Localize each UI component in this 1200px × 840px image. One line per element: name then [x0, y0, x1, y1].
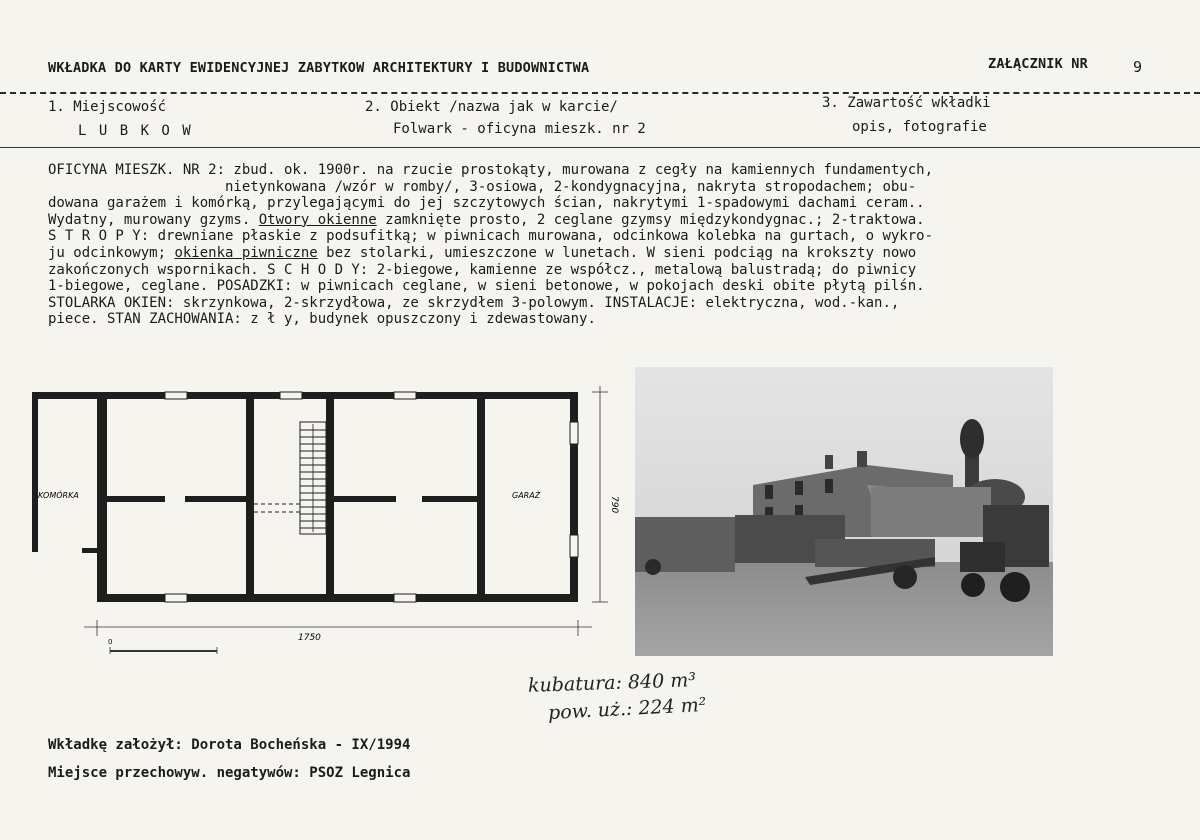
annex-number: 9 — [1133, 58, 1143, 76]
area-note: pow. uż.: 224 m² — [547, 693, 707, 725]
description-line: dowana garażem i komórką, przylegającymi do jej szczytowych ścian, nakrytymi 1-spadowymi dachami ceram.. — [48, 195, 925, 212]
fields-divider — [0, 147, 1200, 148]
underlined-phrase: Otwory okienne — [258, 211, 377, 228]
annex-label: ZAŁĄCZNIK NR — [988, 56, 1088, 72]
height-dimension: 790 — [609, 496, 619, 514]
card-title: WKŁADKA DO KARTY EWIDENCYJNEJ ZABYTKOW ARCHITEKTURY I BUDOWNICTWA — [48, 60, 590, 76]
object-value: Folwark - oficyna mieszk. nr 2 — [393, 121, 646, 137]
width-dimension: 1750 — [298, 633, 321, 643]
description-line: ju odcinkowym; okienka piwniczne bez stolarki, umieszczone w lunetach. W sieni podciąg na krokszty nowo — [48, 244, 917, 261]
description-line: STOLARKA OKIEN: skrzynkowa, 2-skrzydłowa, ze skrzydłem 3-polowym. INSTALACJE: elektryczna, wod.-kan., — [48, 294, 900, 311]
description-line: piece. STAN ZACHOWANIA: z ł y, budynek opuszczony i zdewastowany. — [48, 311, 596, 328]
object-label: 2. Obiekt /nazwa jak w karcie/ — [365, 99, 618, 115]
header-divider — [0, 92, 1200, 94]
description-line: nietynkowana /wzór w romby/, 3-osiowa, 2-kondygnacyjna, nakryta stropodachem; obu- — [48, 178, 917, 195]
description-line: Wydatny, murowany gzyms. Otwory okienne zamknięte prosto, 2 ceglane gzymsy międzykondygnac.; 2-traktowa. — [48, 211, 925, 228]
location-label: 1. Miejscowość — [48, 99, 167, 115]
volume-note: kubatura: 840 m³ — [527, 669, 697, 697]
building-photograph — [635, 367, 1053, 656]
description — [48, 162, 1168, 328]
storage-line: Miejsce przechowyw. negatywów: PSOZ Legnica — [48, 765, 411, 781]
scale-zero: 0 — [108, 638, 113, 646]
contents-value: opis, fotografie — [852, 119, 987, 135]
description-line: OFICYNA MIESZK. NR 2: zbud. ok. 1900r. na rzucie prostokąty, murowana z cegły na kamiennych fundamentych, — [48, 162, 934, 178]
location-value: L U B K O W — [78, 123, 193, 139]
room-label-garage: GARAŻ — [512, 491, 541, 500]
underlined-phrase: okienka piwniczne — [174, 244, 318, 261]
room-label-storage: KOMÓRKA — [38, 491, 79, 500]
description-line: S T R O P Y: drewniane płaskie z podsufitką; w piwnicach murowana, odcinkowa kolebka na gurtach, o wykro- — [48, 228, 934, 245]
author-line: Wkładkę założył: Dorota Bocheńska - IX/1994 — [48, 737, 411, 753]
floor-plan — [22, 380, 622, 660]
description-line: zakończonych wspornikach. S C H O D Y: 2-biegowe, kamienne ze współcz., metalową balustradą; do piwnicy — [48, 261, 917, 278]
contents-label: 3. Zawartość wkładki — [822, 95, 991, 111]
description-line: 1-biegowe, ceglane. POSADZKI: w piwnicach ceglane, w sieni betonowe, w pokojach deski obite płytą pilśn. — [48, 278, 925, 295]
photograph-image — [635, 367, 1053, 656]
